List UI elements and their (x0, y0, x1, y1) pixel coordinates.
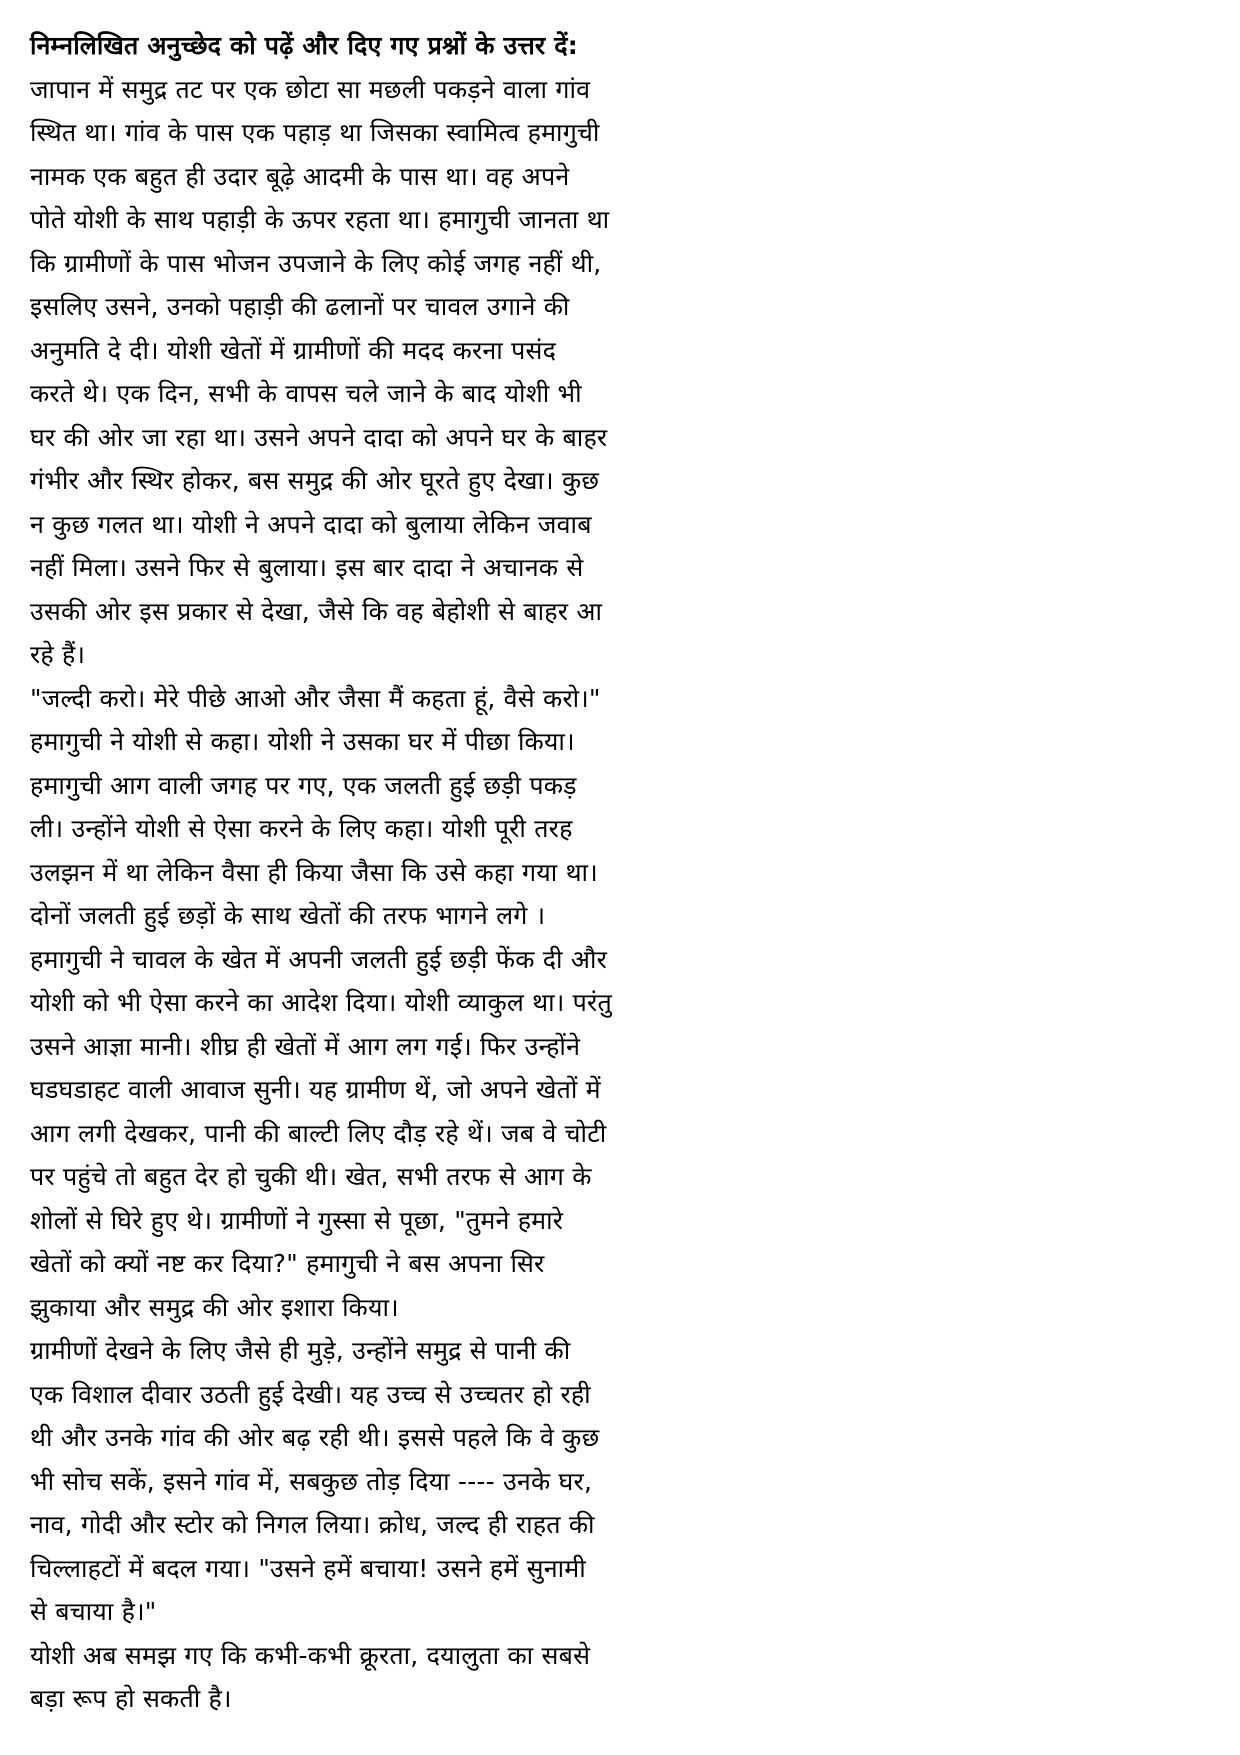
passage-line: रहे हैं। (30, 640, 86, 669)
passage-line: नाव, गोदी और स्टोर को निगल लिया। क्रोध, जल्द ही राहत की (30, 1510, 595, 1539)
passage-line: ली। उन्होंने योशी से ऐसा करने के लिए कहा। योशी पूरी तरह (30, 814, 573, 843)
passage-line: शोलों से घिरे हुए थे। ग्रामीणों ने गुस्सा से पूछा, "तुमने हमारे (30, 1205, 564, 1235)
document-page (30, 24, 730, 1721)
passage-line: जापान में समुद्र तट पर एक छोटा सा मछली पकड़ने वाला गांव (30, 74, 591, 104)
passage-line: उलझन में था लेकिन वैसा ही किया जैसा कि उसे कहा गया था। (30, 857, 598, 887)
passage-line: करते थे। एक दिन, सभी के वापस चले जाने के बाद योशी भी (30, 379, 582, 408)
passage-line: नामक एक बहुत ही उदार बूढ़े आदमी के पास था। वह अपने (30, 161, 570, 191)
passage-line: हमागुची ने चावल के खेत में अपनी जलती हुई छड़ी फेंक दी और (30, 944, 608, 974)
passage-line: चिल्लाहटों में बदल गया। "उसने हमें बचाया! उसने हमें सुनामी (30, 1553, 586, 1583)
passage-line: "जल्दी करो। मेरे पीछे आओ और जैसा मैं कहता हूं, वैसे करो।" (30, 683, 601, 713)
passage-line: हमागुची आग वाली जगह पर गए, एक जलती हुई छड़ी पकड़ (30, 770, 577, 800)
passage-line: नहीं मिला। उसने फिर से बुलाया। इस बार दादा ने अचानक से (30, 553, 584, 582)
passage-line: योशी को भी ऐसा करने का आदेश दिया। योशी व्याकुल था। परंतु (30, 988, 612, 1017)
passage-line: आग लगी देखकर, पानी की बाल्टी लिए दौड़ रहे थें। जब वे चोटी (30, 1118, 607, 1148)
passage-line: घडघडाहट वाली आवाज सुनी। यह ग्रामीण थें, जो अपने खेतों में (30, 1075, 601, 1104)
passage-line: ग्रामीणों देखने के लिए जैसे ही मुड़े, उन्होंने समुद्र से पानी की (30, 1336, 571, 1365)
passage-line: भी सोच सकें, इसने गांव में, सबकुछ तोड़ दिया ---- उनके घर, (30, 1466, 593, 1496)
passage-line: स्थित था। गांव के पास एक पहाड़ था जिसका स्वामित्व हमागुची (30, 118, 600, 147)
passage-line: पोते योशी के साथ पहाड़ी के ऊपर रहता था। हमागुची जानता था (30, 205, 610, 234)
passage-line: कि ग्रामीणों के पास भोजन उपजाने के लिए कोई जगह नहीं थी, (30, 248, 602, 278)
passage-line: एक विशाल दीवार उठती हुई देखी। यह उच्च से उच्चतर हो रही (30, 1379, 591, 1409)
passage-line: पर पहुंचे तो बहुत देर हो चुकी थी। खेत, सभी तरफ से आग के (30, 1162, 592, 1191)
passage-line: उसने आज्ञा मानी। शीघ्र ही खेतों में आग लग गई। फिर उन्होंने (30, 1031, 581, 1061)
passage-line: इसलिए उसने, उनको पहाड़ी की ढलानों पर चावल उगाने की (30, 292, 570, 321)
passage-line: से बचाया है।" (30, 1597, 157, 1626)
passage-line: घर की ओर जा रहा था। उसने अपने दादा को अपने घर के बाहर (30, 422, 608, 452)
passage-line: थी और उनके गांव की ओर बढ़ रही थी। इससे पहले कि वे कुछ (30, 1423, 600, 1452)
passage-line: उसकी ओर इस प्रकार से देखा, जैसे कि वह बेहोशी से बाहर आ (30, 596, 603, 626)
passage-line: अनुमति दे दी। योशी खेतों में ग्रामीणों की मदद करना पसंद (30, 335, 557, 365)
passage-line: बड़ा रूप हो सकती है। (30, 1684, 232, 1713)
passage-line: हमागुची ने योशी से कहा। योशी ने उसका घर में पीछा किया। (30, 727, 575, 756)
passage-line: दोनों जलती हुई छड़ों के साथ खेतों की तरफ भागने लगे । (30, 901, 546, 930)
passage-line: खेतों को क्यों नष्ट कर दिया?" हमागुची ने बस अपना सिर (30, 1249, 545, 1278)
passage-body (30, 68, 730, 1721)
passage-line: योशी अब समझ गए कि कभी-कभी क्रूरता, दयालुता का सबसे (30, 1640, 591, 1670)
passage-line: गंभीर और स्थिर होकर, बस समुद्र की ओर घूरते हुए देखा। कुछ (30, 466, 600, 495)
passage-line: झुकाया और समुद्र की ओर इशारा किया। (30, 1292, 399, 1322)
passage-heading: निम्नलिखित अनुच्छेद को पढ़ें और दिए गए प्रश्नों के उत्तर दें: (30, 31, 578, 60)
passage-line: न कुछ गलत था। योशी ने अपने दादा को बुलाया लेकिन जवाब (30, 509, 592, 539)
